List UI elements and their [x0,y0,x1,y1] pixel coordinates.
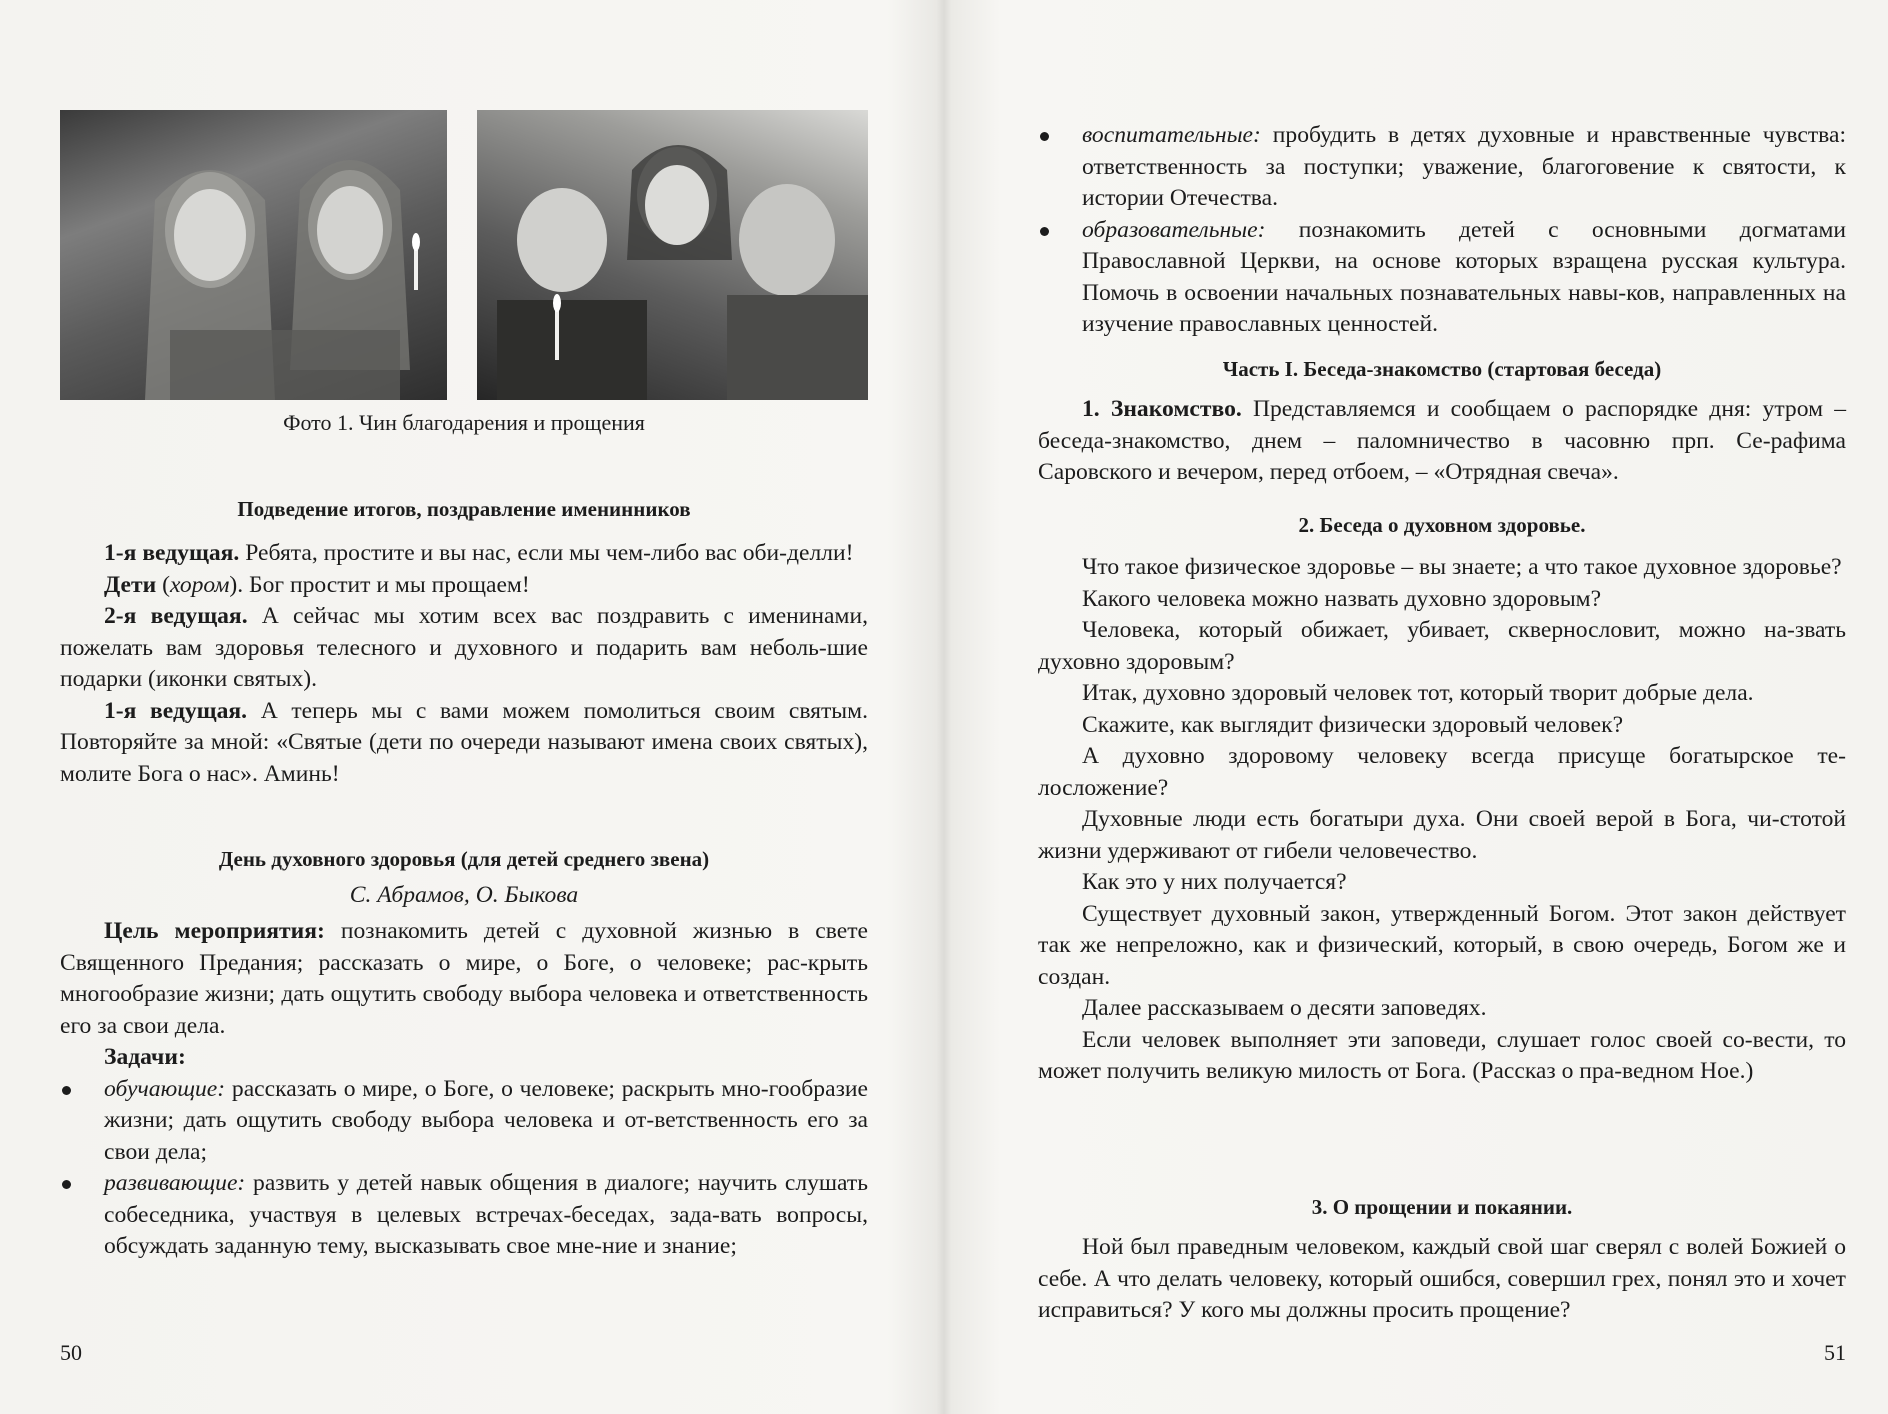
list-item [60,1074,868,1169]
speaker-label: 1-я ведущая. [104,540,240,566]
authors-line: С. Абрамов, О. Быкова [349,882,579,908]
task-label: воспитательные: [1082,122,1261,148]
item1-text: Представляемся и сообщаем о распорядке дня: утром – беседа-знакомство, днем – паломничество в часовню прп. Се-рафима Саровского и вечером, перед отбоем, – «Отрядная свеча». [1038,396,1846,485]
section-heading-spiritual-health-day: День духовного здоровья (для детей среднего звена) [218,847,710,871]
paragraph: А духовно здоровому человеку всегда присуще богатырское те-лосложение? [1038,743,1846,801]
list-item [60,1168,868,1263]
item1-paragraph [1038,394,1846,489]
photo-girls-illustration [60,110,447,400]
task-text: развить у детей навык общения в диалоге; научить слушать собеседника, участвуя в целевых встречах-беседах, зада-вать вопросы, обсуждать заданную тему, высказывать свое мне-ние и знание; [104,1170,868,1259]
page-number-right: 51 [1824,1340,1846,1365]
paragraph: Что такое физическое здоровье – вы знаете; а что такое духовное здоровье? [1082,554,1842,580]
tasks-list [60,1074,868,1263]
dialogue-line [60,696,868,791]
photo-children-with-leader [477,110,868,400]
item1-block [1038,394,1846,489]
task-text: познакомить детей с основными догматами Православной Церкви, на основе которых взращена русская культура. Помочь в освоении начальных познавательных навы-ков, направленных на изучение православных ценностей. [1082,216,1846,337]
dialogue-block [60,538,868,790]
right-page [1038,0,1846,1414]
paragraph: Далее рассказываем о десяти заповедях. [1082,995,1487,1021]
dialogue-text: А теперь мы с вами можем помолиться своим святым. Повторяйте за мной: «Святые (дети по очереди называют имена своих святых), молите Бога о нас». Аминь! [60,697,868,787]
goal-text: познакомить детей с духовной жизнью в свете Священного Предания; рассказать о мире, о Боге, о человеке; рас-крыть многообразие жизни; дать ощутить свободу выбора человека и ответственность его за свои дела. [60,918,869,1039]
photo-caption: Фото 1. Чин благодарения и прощения [283,410,645,435]
bullet-icon [62,1180,71,1189]
task-label: образовательные: [1082,216,1266,243]
paragraph: Если человек выполняет эти заповеди, слушает голос своей со-вести, то может получить великую милость от Бога. (Рассказ о пра-ведном Ное.) [1038,1026,1846,1084]
list-item [1038,120,1846,215]
bullet-icon [1040,227,1049,236]
bullet-icon [62,1086,71,1095]
goals-block [60,916,868,1263]
paragraph: Человека, который обижает, убивает, сквернословит, можно на-звать духовно здоровым? [1038,617,1846,675]
tasks-list-continued [1038,120,1846,341]
item2-heading: 2. Беседа о духовном здоровье. [1298,513,1586,537]
forgiveness-block [1038,1232,1846,1327]
speaker-label: Дети [104,571,157,598]
part1-heading: Часть I. Беседа-знакомство (стартовая беседа) [1222,357,1662,381]
dialogue-line [60,538,868,570]
section-heading-summary: Подведение итогов, поздравление именинников [237,497,691,521]
conversation-block [1038,552,1846,1088]
photo-girls-with-candle [60,110,447,400]
goal-paragraph [60,916,868,1042]
paragraph: Итак, духовно здоровый человек тот, который творит добрые дела. [1082,680,1754,706]
speaker-label: 2-я ведущая. [104,603,248,629]
tasks-continued [1038,120,1846,341]
dialogue-text: ). Бог простит и мы прощаем! [229,571,530,598]
tasks-label-line [60,1042,868,1074]
task-label: обучающие: [104,1075,226,1102]
speaker-mode: хором [169,571,230,598]
paragraph: Скажите, как выглядит физически здоровый человек? [1082,711,1624,738]
tasks-label: Задачи: [104,1044,186,1070]
dialogue-line [60,601,868,696]
paragraph: Существует духовный закон, утвержденный Богом. Этот закон действует так же непреложно, как и физический, который, в свою очередь, Богом же и создан. [1038,900,1846,990]
paragraph: Как это у них получается? [1082,869,1347,895]
speaker-label: 1-я ведущая. [104,697,248,724]
dialogue-line: Дети (хором). Бог простит и мы прощаем! [104,571,530,598]
item3-heading: 3. О прощении и покаянии. [1311,1195,1573,1219]
paragraph: Какого человека можно назвать духовно здоровым? [1082,585,1602,612]
dialogue-text: А сейчас мы хотим всех вас поздравить с именинами, пожелать вам здоровья телесного и духовного и подарить вам неболь-шие подарки (иконки святых). [60,603,868,692]
task-text: рассказать о мире, о Боге, о человеке; раскрыть мно-гообразие жизни; дать ощутить свободу выбора человека и от-ветственность его за свои дела; [104,1075,868,1165]
task-label: развивающие: [104,1170,246,1196]
paragraph: Духовные люди есть богатыри духа. Они своей верой в Бога, чи-стотой жизни удерживают от гибели человечество. [1038,806,1846,864]
photo-children-illustration [477,110,868,400]
paragraph: Ной был праведным человеком, каждый свой шаг сверял с волей Божией о себе. А что делать человеку, который ошибся, совершил грех, понял это и хочет исправиться? У кого мы должны просить прощение? [1038,1234,1846,1323]
dialogue-text: Ребята, простите и вы нас, если мы чем-либо вас оби-делли! [239,540,854,566]
bullet-icon [1040,132,1049,141]
item1-label: 1. Знакомство. [1082,396,1242,422]
page-number-left: 50 [60,1340,82,1365]
task-text: пробудить в детях духовные и нравственные чувства: ответственность за поступки; уважение, благоговение к святости, к истории Отечества. [1082,122,1846,211]
left-page [60,0,868,1414]
goal-label: Цель мероприятия: [104,918,325,944]
list-item [1038,215,1846,341]
